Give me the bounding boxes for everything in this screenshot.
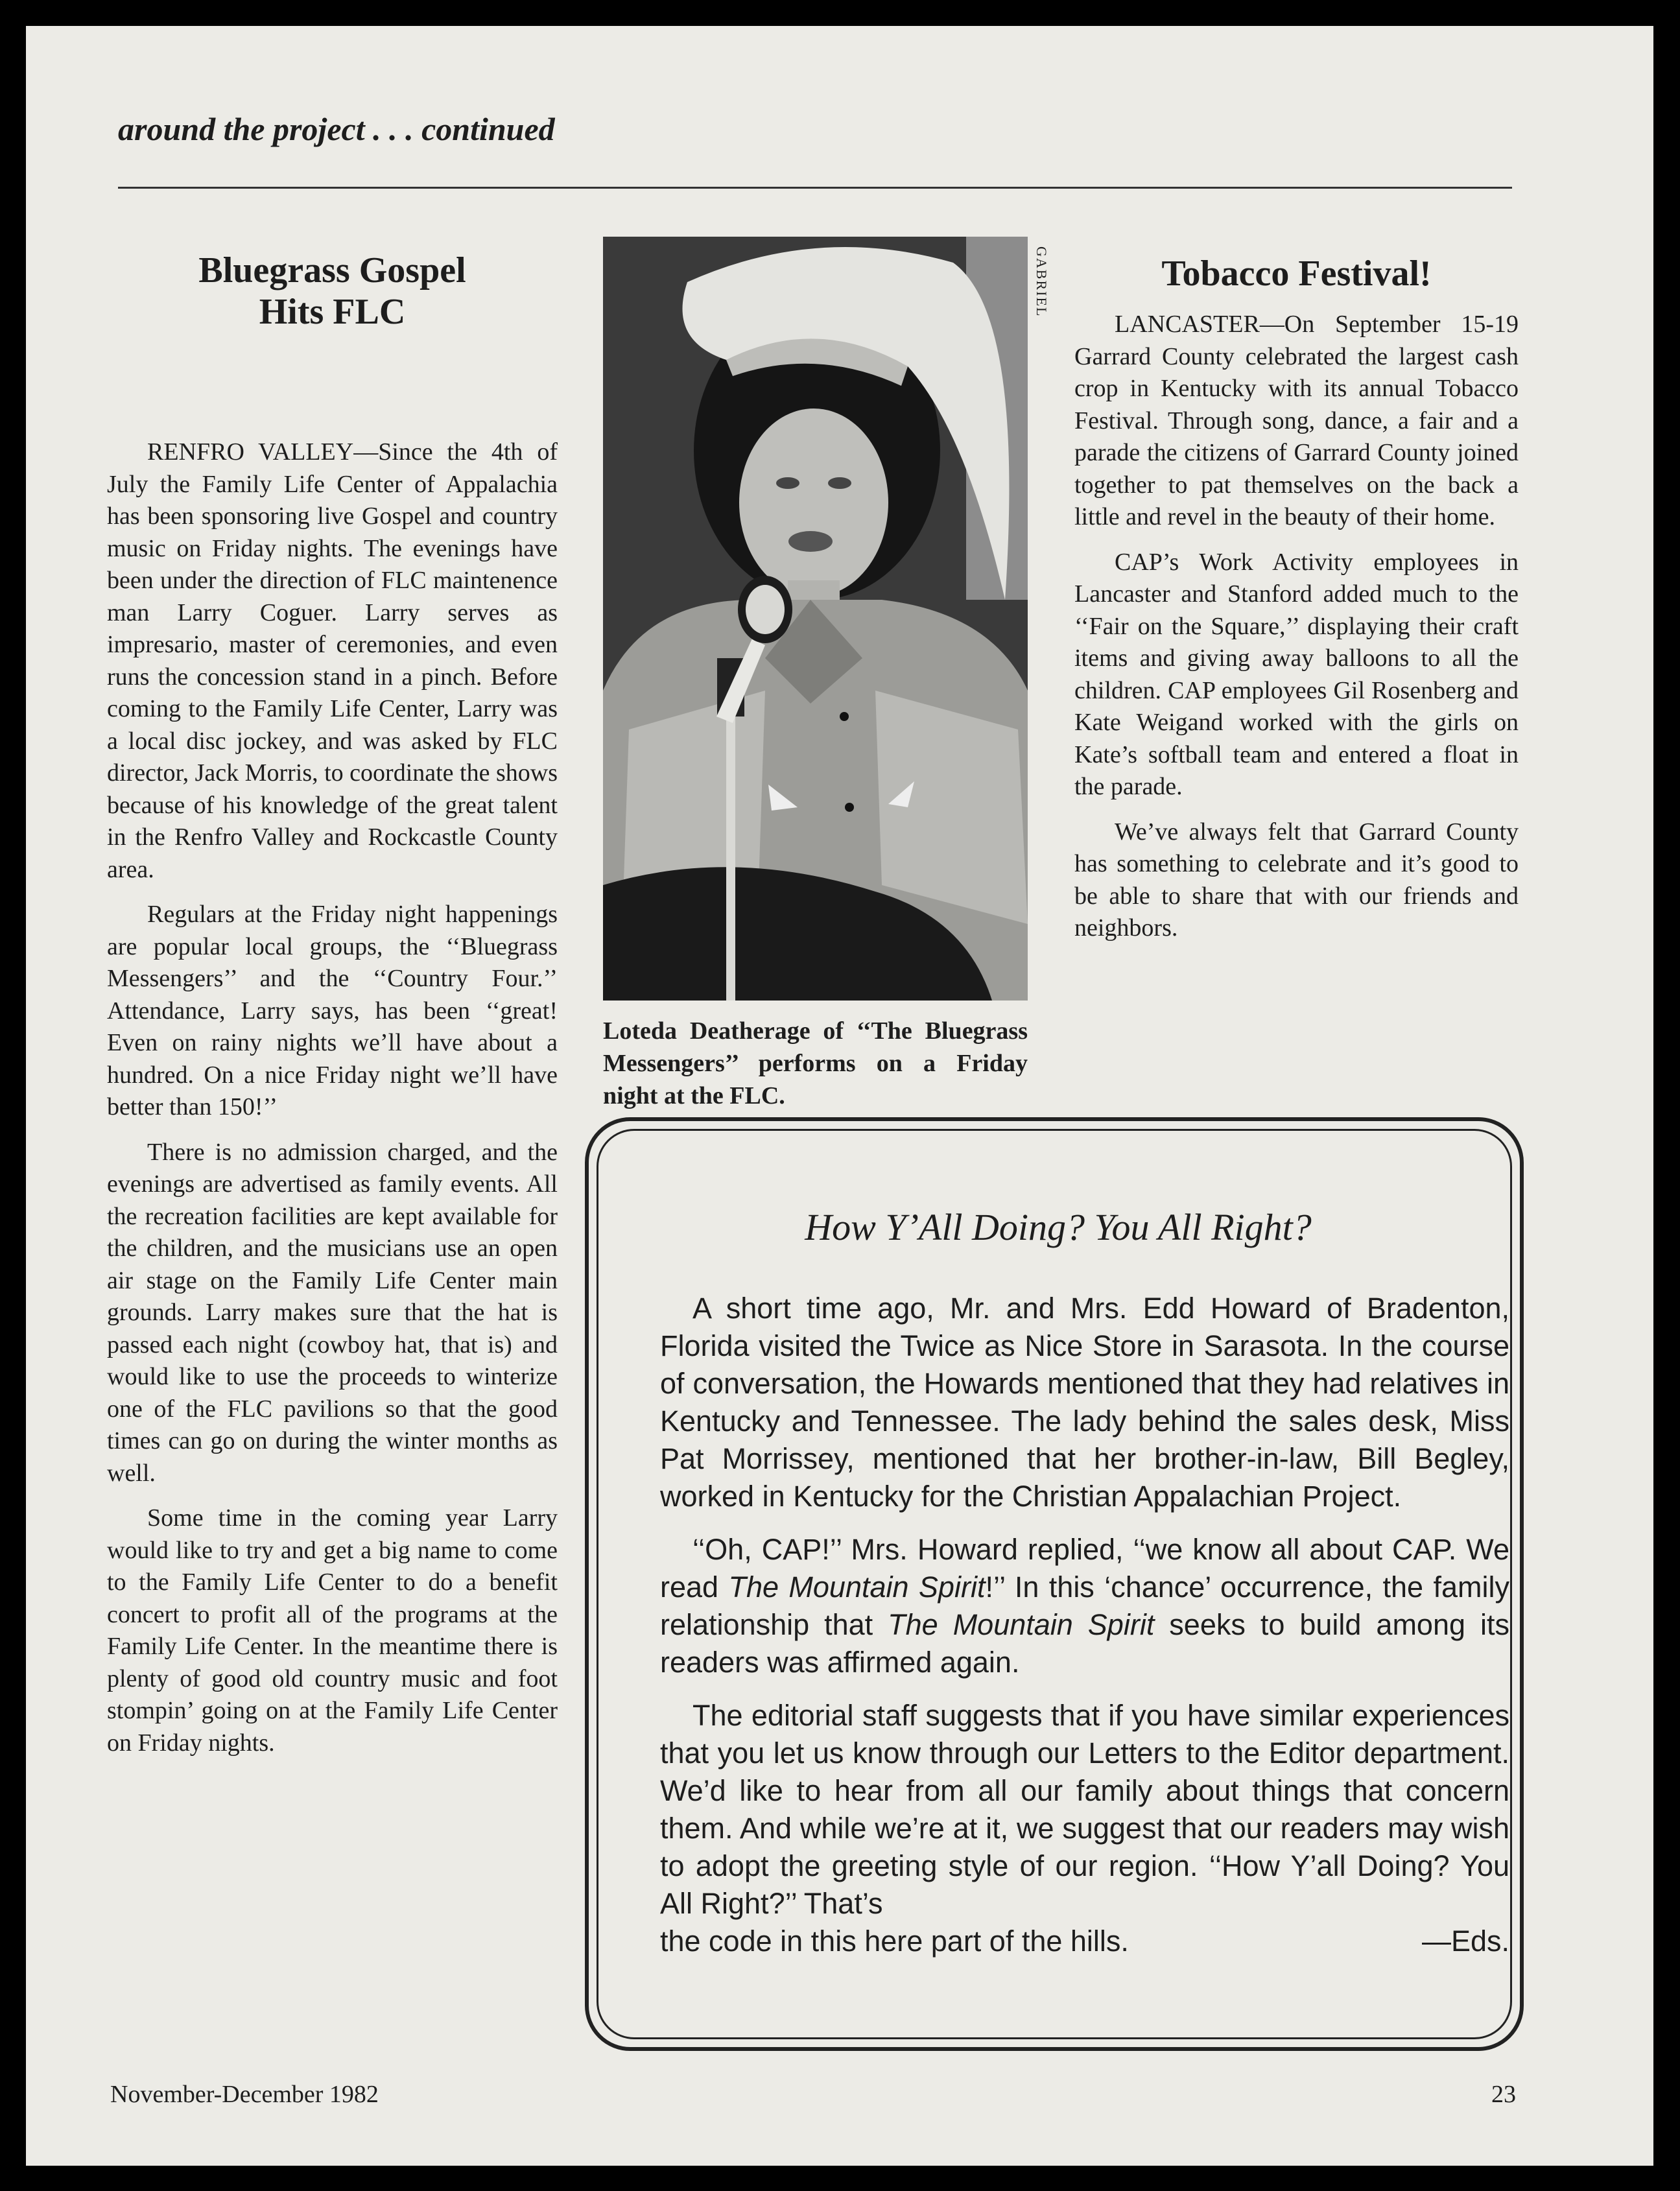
box-p2-text-e: seeks to build among its readers was affirmed again.: [660, 1608, 1509, 1679]
greeting-box-title: How Y’All Doing? You All Right?: [805, 1206, 1312, 1248]
page-number: 23: [1491, 2081, 1516, 2108]
photo-caption: Loteda Deatherage of ‘‘The Bluegrass Messengers’’ performs on a Friday night at the FLC.: [603, 1017, 1028, 1109]
left-paragraph-3: There is no admission charged, and the evenings are advertised as family events. All the recreation facilities are kept available for the children, and the musicians use an open air stage on the Family Life Center main grounds. Larry makes sure that the hat is passed each night (cowboy hat, that is) and would like to use the proceeds to winterize one of the FLC pavilions so that the good times can go on during the winter months as well.: [107, 1138, 558, 1487]
left-title-line1: Bluegrass Gospel: [198, 250, 466, 290]
singer-photo: [603, 237, 1028, 1001]
issue-date: November-December 1982: [110, 2081, 379, 2108]
right-paragraph-1: LANCASTER—On September 15-19 Garrard County celebrated the largest cash crop in Kentucky with its annual Tobacco Festival. Through song, dance, a fair and a parade the citizens of Garrard County joined together to pat themselves on the back a little and revel in the beauty of their home.: [1074, 311, 1519, 530]
magazine-page: [26, 26, 1653, 2166]
box-p2-text-c: !’’ In this ‘chance’ occurrence, the family relationship that: [660, 1570, 1509, 1641]
box-paragraph-2: [660, 1531, 1509, 1681]
left-paragraph-4: Some time in the coming year Larry would like to try and get a big name to come to the Family Life Center to do a benefit concert to profit all of the programs at the Family Life Center. In the meantime there is plenty of good old country music and foot stompin’ going on at the Family Life Center on Friday nights.: [107, 1504, 558, 1757]
photo-credit: GABRIEL: [1034, 246, 1050, 318]
greeting-box: [585, 1117, 1524, 2051]
right-paragraph-2: CAP’s Work Activity employees in Lancaster and Stanford added much to the ‘‘Fair on the Square,’’ displaying their craft items and giving away balloons to all the children. CAP employees Gil Rosenberg and Kate Weigand worked with the girls on Kate’s softball team and entered a float in the parade.: [1074, 548, 1519, 800]
left-title-line2: Hits FLC: [259, 292, 406, 332]
header-rule: [118, 187, 1512, 189]
right-article: [1074, 253, 1519, 958]
right-paragraph-3: We’ve always felt that Garrard County has something to celebrate and it’s good to be able to share that with our friends and neighbors.: [1074, 818, 1519, 942]
box-p2-magazine-title-1: The Mountain Spirit: [728, 1570, 986, 1604]
left-article: [107, 250, 558, 1772]
box-closing-text: the code in this here part of the hills.: [660, 1925, 1129, 1958]
left-article-title: [107, 250, 558, 333]
left-paragraph-2: Regulars at the Friday night happenings are popular local groups, the ‘‘Bluegrass Messengers’’ and the ‘‘Country Four.’’ Attendance, Larry says, has been ‘‘great! Even on rainy nights we’ll have about a hundred. On a nice Friday night we’ll have better than 150!’’: [107, 901, 558, 1120]
box-paragraph-1: A short time ago, Mr. and Mrs. Edd Howard of Bradenton, Florida visited the Twice as Nice Store in Sarasota. In the course of conversation, the Howards mentioned that they had relatives in Kentucky and Tennessee. The lady behind the sales desk, Miss Pat Morrissey, mentioned that her brother-in-law, Bill Begley, worked in Kentucky for the Christian Appalachian Project.: [660, 1292, 1509, 1513]
greeting-box-body: [660, 1290, 1509, 1960]
left-paragraph-1: RENFRO VALLEY—Since the 4th of July the Family Life Center of Appalachia has been sponsoring live Gospel and country music on Friday nights. The evenings have been under the direction of FLC maintenence man Larry Coguer. Larry serves as impresario, master of ceremonies, and even runs the concession stand in a pinch. Before coming to the Family Life Center, Larry was a local disc jockey, and was asked by FLC director, Jack Morris, to coordinate the shows because of his knowledge of the great talent in the Renfro Valley and Rockcastle County area.: [107, 438, 558, 883]
running-head: around the project . . . continued: [118, 111, 555, 147]
box-paragraph-3: The editorial staff suggests that if you have similar experiences that you let us know through our Letters to the Editor department. We’d like to hear from all our family about things that concern them. And while we’re at it, we suggest that our readers may wish to adopt the greeting style of our region. ‘‘How Y’all Doing? You All Right?’’ That’s: [660, 1699, 1509, 1920]
box-p2-text-a: ‘‘Oh, CAP!’’ Mrs. Howard replied, ‘‘we know all about CAP. We read: [660, 1533, 1509, 1604]
box-signature: —Eds.: [1421, 1925, 1509, 1958]
box-p2-magazine-title-2: The Mountain Spirit: [888, 1608, 1155, 1641]
right-article-title: Tobacco Festival!: [1161, 254, 1432, 294]
box-closing-line: [660, 1923, 1509, 1960]
